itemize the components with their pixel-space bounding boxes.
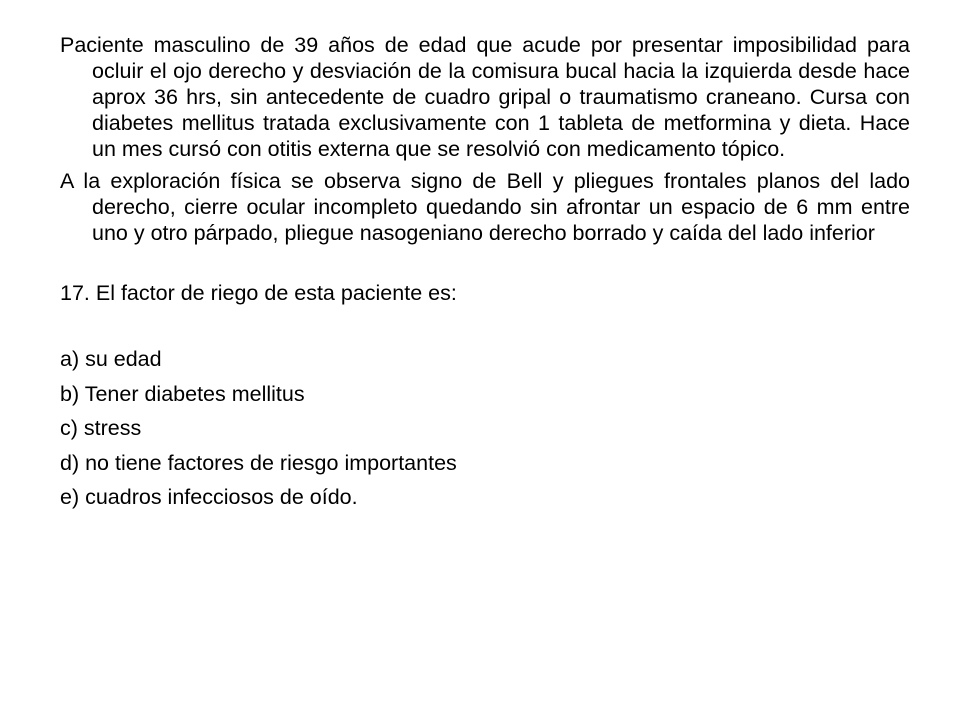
slide-content — [60, 32, 910, 519]
option-a: a) su edad — [60, 347, 162, 371]
option-c: c) stress — [60, 416, 142, 440]
option-b: b) Tener diabetes mellitus — [60, 381, 305, 406]
option-e: e) cuadros infecciosos de oído. — [60, 485, 358, 509]
option-d: d) no tiene factores de riesgo importantes — [60, 450, 457, 475]
question-text: 17. El factor de riego de esta paciente es: — [60, 281, 457, 305]
case-paragraph-1: Paciente masculino de 39 años de edad que acude por presentar imposibilidad para ocluir el ojo derecho y desviación de la comisura bucal hacia la izquierda desde hace aprox 36 hrs, sin antecedente de cuadro gripal o traumatismo craneano. Cursa con diabetes mellitus tratada exclusivamente con 1 tableta de metformina y dieta. Hace un mes cursó con otitis externa que se resolvió con medicamento tópico. — [60, 33, 910, 161]
answer-options-list — [60, 346, 910, 510]
case-paragraph-2: A la exploración física se observa signo de Bell y pliegues frontales planos del lado derecho, cierre ocular incompleto quedando sin afrontar un espacio de 6 mm entre uno y otro párpado, pliegue nasogeniano derecho borrado y caída del lado inferior — [60, 169, 910, 245]
